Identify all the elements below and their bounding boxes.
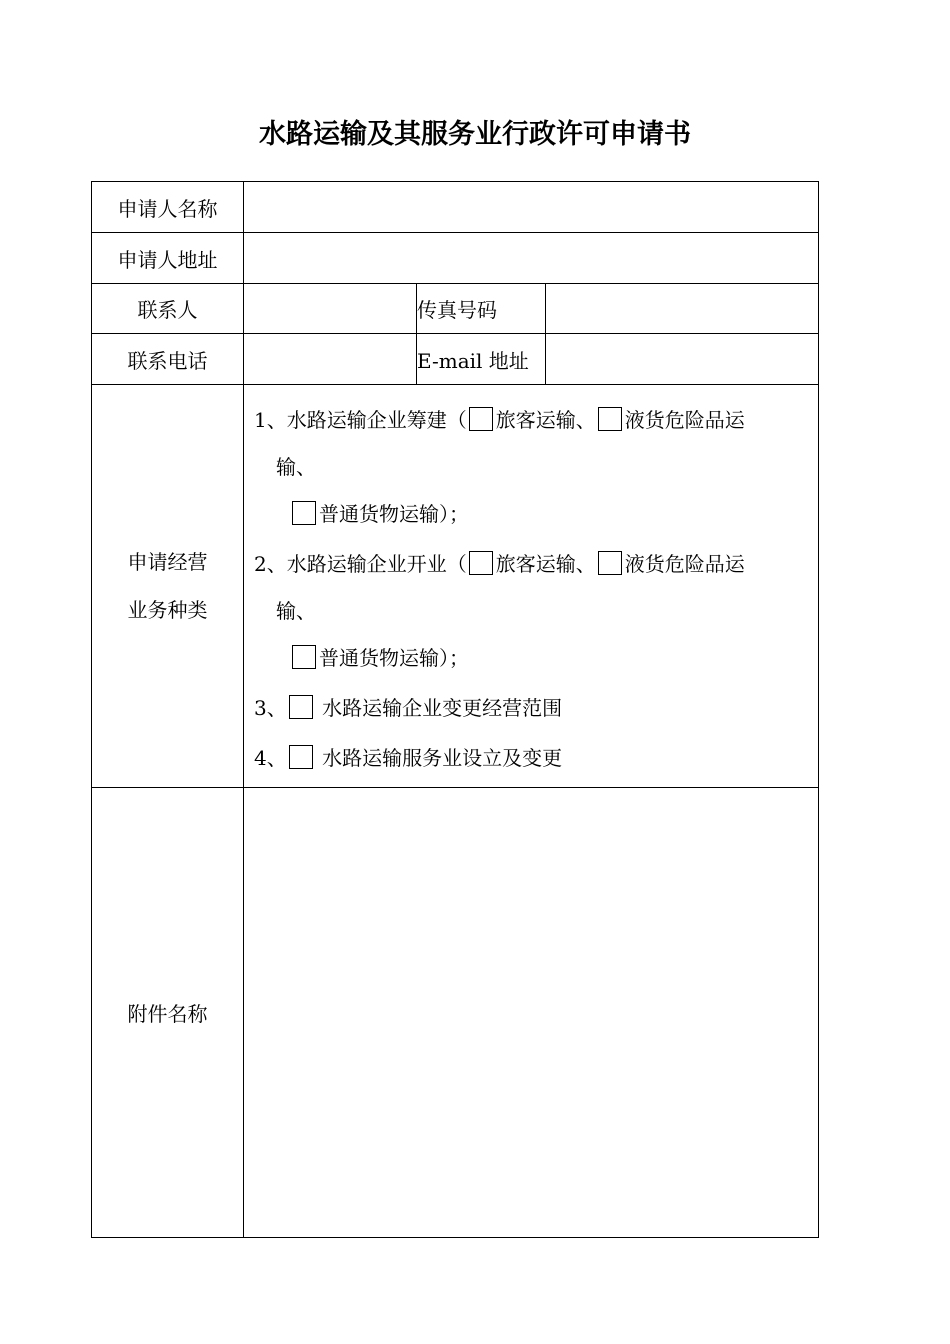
business-item-2 (254, 539, 812, 589)
checkbox-item3-scope-change[interactable] (289, 695, 313, 719)
row-applicant-name (92, 182, 819, 233)
business-type-options (244, 385, 819, 788)
contact-field[interactable] (244, 284, 417, 334)
business-item-2-option-liquid-hazardous: 液货危险品运 (624, 552, 745, 576)
fax-label: 传真号码 (417, 284, 546, 334)
document-title: 水路运输及其服务业行政许可申请书 (259, 119, 691, 150)
business-item-1-cargo (254, 489, 812, 539)
email-label: E-mail 地址 (417, 334, 546, 385)
attachments-field[interactable] (244, 788, 819, 1238)
business-item-2-option-passenger: 旅客运输、 (495, 552, 596, 576)
applicant-address-label: 申请人地址 (92, 233, 244, 284)
checkbox-item2-general-cargo[interactable] (292, 645, 316, 669)
row-contact (92, 284, 819, 334)
business-item-3 (254, 683, 812, 733)
business-item-1-prefix: 1、水路运输企业筹建（ (254, 408, 467, 432)
business-item-4-prefix: 4、 (254, 746, 287, 770)
application-form-table (91, 181, 819, 1238)
applicant-name-field[interactable] (244, 182, 819, 233)
business-item-3-text: 水路运输企业变更经营范围 (322, 696, 563, 720)
applicant-name-label: 申请人名称 (92, 182, 244, 233)
checkbox-item1-passenger[interactable] (469, 407, 493, 431)
contact-label: 联系人 (92, 284, 244, 334)
checkbox-item1-liquid-hazardous[interactable] (598, 407, 622, 431)
business-item-2-prefix: 2、水路运输企业开业（ (254, 552, 467, 576)
attachments-label: 附件名称 (92, 788, 244, 1238)
business-type-label (92, 385, 244, 788)
checkbox-item2-liquid-hazardous[interactable] (598, 551, 622, 575)
row-business-types (92, 385, 819, 788)
checkbox-item4-service-setup[interactable] (289, 745, 313, 769)
row-attachments (92, 788, 819, 1238)
business-item-2-option-general-cargo: 普通货物运输）； (319, 646, 469, 670)
phone-label: 联系电话 (92, 334, 244, 385)
row-phone (92, 334, 819, 385)
checkbox-item1-general-cargo[interactable] (292, 501, 316, 525)
business-item-1 (254, 395, 812, 445)
row-applicant-address (92, 233, 819, 284)
business-item-4-text: 水路运输服务业设立及变更 (322, 746, 563, 770)
business-item-2-cargo (254, 633, 812, 683)
applicant-address-field[interactable] (244, 233, 819, 284)
business-item-2-wrap: 输、 (276, 599, 316, 623)
phone-field[interactable] (244, 334, 417, 385)
business-item-1-option-general-cargo: 普通货物运输）； (319, 502, 469, 526)
business-item-4 (254, 733, 812, 783)
business-item-1-option-passenger: 旅客运输、 (495, 408, 596, 432)
email-field[interactable] (546, 334, 819, 385)
business-type-label-line2: 业务种类 (127, 598, 208, 622)
business-item-1-option-liquid-hazardous: 液货危险品运 (624, 408, 745, 432)
business-type-label-line1: 申请经营 (127, 550, 208, 574)
business-item-1-wrap: 输、 (276, 455, 316, 479)
business-item-3-prefix: 3、 (254, 696, 287, 720)
checkbox-item2-passenger[interactable] (469, 551, 493, 575)
fax-field[interactable] (546, 284, 819, 334)
